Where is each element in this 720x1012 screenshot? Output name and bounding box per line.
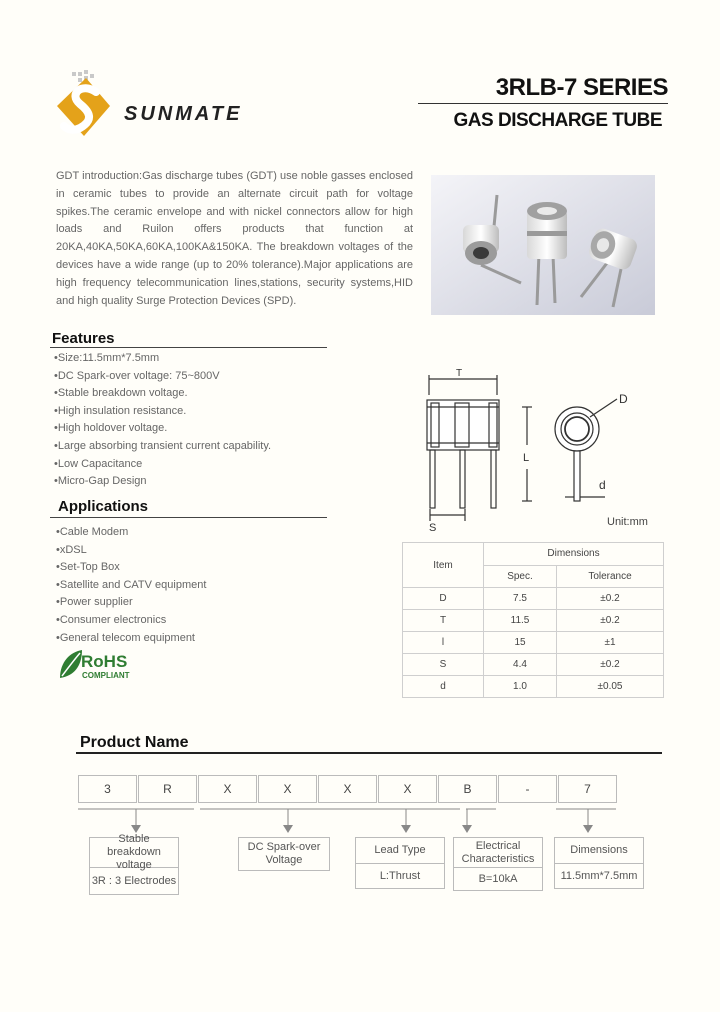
tolerance-header: Tolerance <box>557 565 664 588</box>
dimensions-table <box>402 542 664 698</box>
code-box: X <box>378 775 437 803</box>
table-row: D 7.5 ±0.2 <box>403 588 664 610</box>
list-item: • High insulation resistance. <box>54 403 354 421</box>
list-item: • Large absorbing transient current capability. <box>54 438 354 456</box>
table-row: d 1.0 ±0.05 <box>403 676 664 698</box>
list-item: • Stable breakdown voltage. <box>54 385 354 403</box>
applications-list <box>56 524 356 647</box>
label-d-upper: D <box>619 392 628 406</box>
code-box: - <box>498 775 557 803</box>
product-name-divider <box>76 752 662 754</box>
svg-text:RoHS: RoHS <box>81 652 128 671</box>
item-header: Item <box>403 543 484 588</box>
unit-label: Unit:mm <box>607 516 648 528</box>
list-item: • xDSL <box>56 542 356 560</box>
list-item: • Low Capacitance <box>54 456 354 474</box>
features-heading: Features <box>52 330 115 347</box>
desc-breakdown-voltage: Stable breakdown voltage 3R : 3 Electrodes <box>89 837 179 895</box>
code-box: X <box>318 775 377 803</box>
code-box: R <box>138 775 197 803</box>
list-item: • General telecom equipment <box>56 630 356 648</box>
dimension-drawing <box>405 365 675 535</box>
label-t: T <box>455 368 463 379</box>
code-box: X <box>198 775 257 803</box>
list-item: • Cable Modem <box>56 524 356 542</box>
list-item: • High holdover voltage. <box>54 420 354 438</box>
list-item: • DC Spark-over voltage: 75~800V <box>54 368 354 386</box>
table-row: l 15 ±1 <box>403 632 664 654</box>
logo-dots <box>72 70 94 82</box>
svg-text:SUNMATE: SUNMATE <box>124 103 243 125</box>
intro-paragraph: GDT introduction:Gas discharge tubes (GDT) use noble gasses enclosed in ceramic tubes to provide an alternate circuit path for voltage spikes.The ceramic envelope and with nickel connectors allow for high loads and Ruilon offers products that function at 20KA,40KA,50KA,60KA,100KA&150KA. The breakdown voltages of the devices have a wide range (up to 20% tolerance).Major applications are high frequency telecommunication lines,stations, security systems,HID and high quality Surge Protection Devices (SPD). <box>56 170 413 307</box>
product-subtitle: GAS DISCHARGE TUBE <box>453 110 662 131</box>
header-divider <box>418 103 668 104</box>
spec-header: Spec. <box>484 565 557 588</box>
sunmate-logo <box>52 68 282 148</box>
desc-lead-type: Lead Type L:Thrust <box>355 837 445 889</box>
svg-text:COMPLIANT: COMPLIANT <box>82 671 130 680</box>
code-box: B <box>438 775 497 803</box>
list-item: • Set-Top Box <box>56 559 356 577</box>
applications-divider <box>50 517 327 518</box>
series-title: 3RLB-7 SERIES <box>495 74 668 101</box>
rohs-logo <box>58 648 148 682</box>
list-item: • Size:11.5mm*7.5mm <box>54 350 354 368</box>
code-box: X <box>258 775 317 803</box>
list-item: • Satellite and CATV equipment <box>56 577 356 595</box>
list-item: • Power supplier <box>56 594 356 612</box>
desc-electrical-characteristics: Electrical Characteristics B=10kA <box>453 837 543 891</box>
list-item: • Micro-Gap Design <box>54 473 354 491</box>
desc-spark-over-voltage: DC Spark-over Voltage <box>238 837 330 871</box>
table-row: T 11.5 ±0.2 <box>403 610 664 632</box>
code-box: 7 <box>558 775 617 803</box>
dimensions-header: Dimensions <box>484 543 664 566</box>
list-item: • Consumer electronics <box>56 612 356 630</box>
product-photo <box>431 175 655 315</box>
label-s: S <box>429 522 437 534</box>
code-box: 3 <box>78 775 137 803</box>
label-l: L <box>523 452 530 464</box>
features-list <box>54 350 354 491</box>
table-row: S 4.4 ±0.2 <box>403 654 664 676</box>
features-divider <box>50 347 327 348</box>
product-name-heading: Product Name <box>80 734 189 751</box>
applications-heading: Applications <box>58 498 149 515</box>
label-d-lower: d <box>599 478 606 492</box>
desc-dimensions: Dimensions 11.5mm*7.5mm <box>554 837 644 889</box>
